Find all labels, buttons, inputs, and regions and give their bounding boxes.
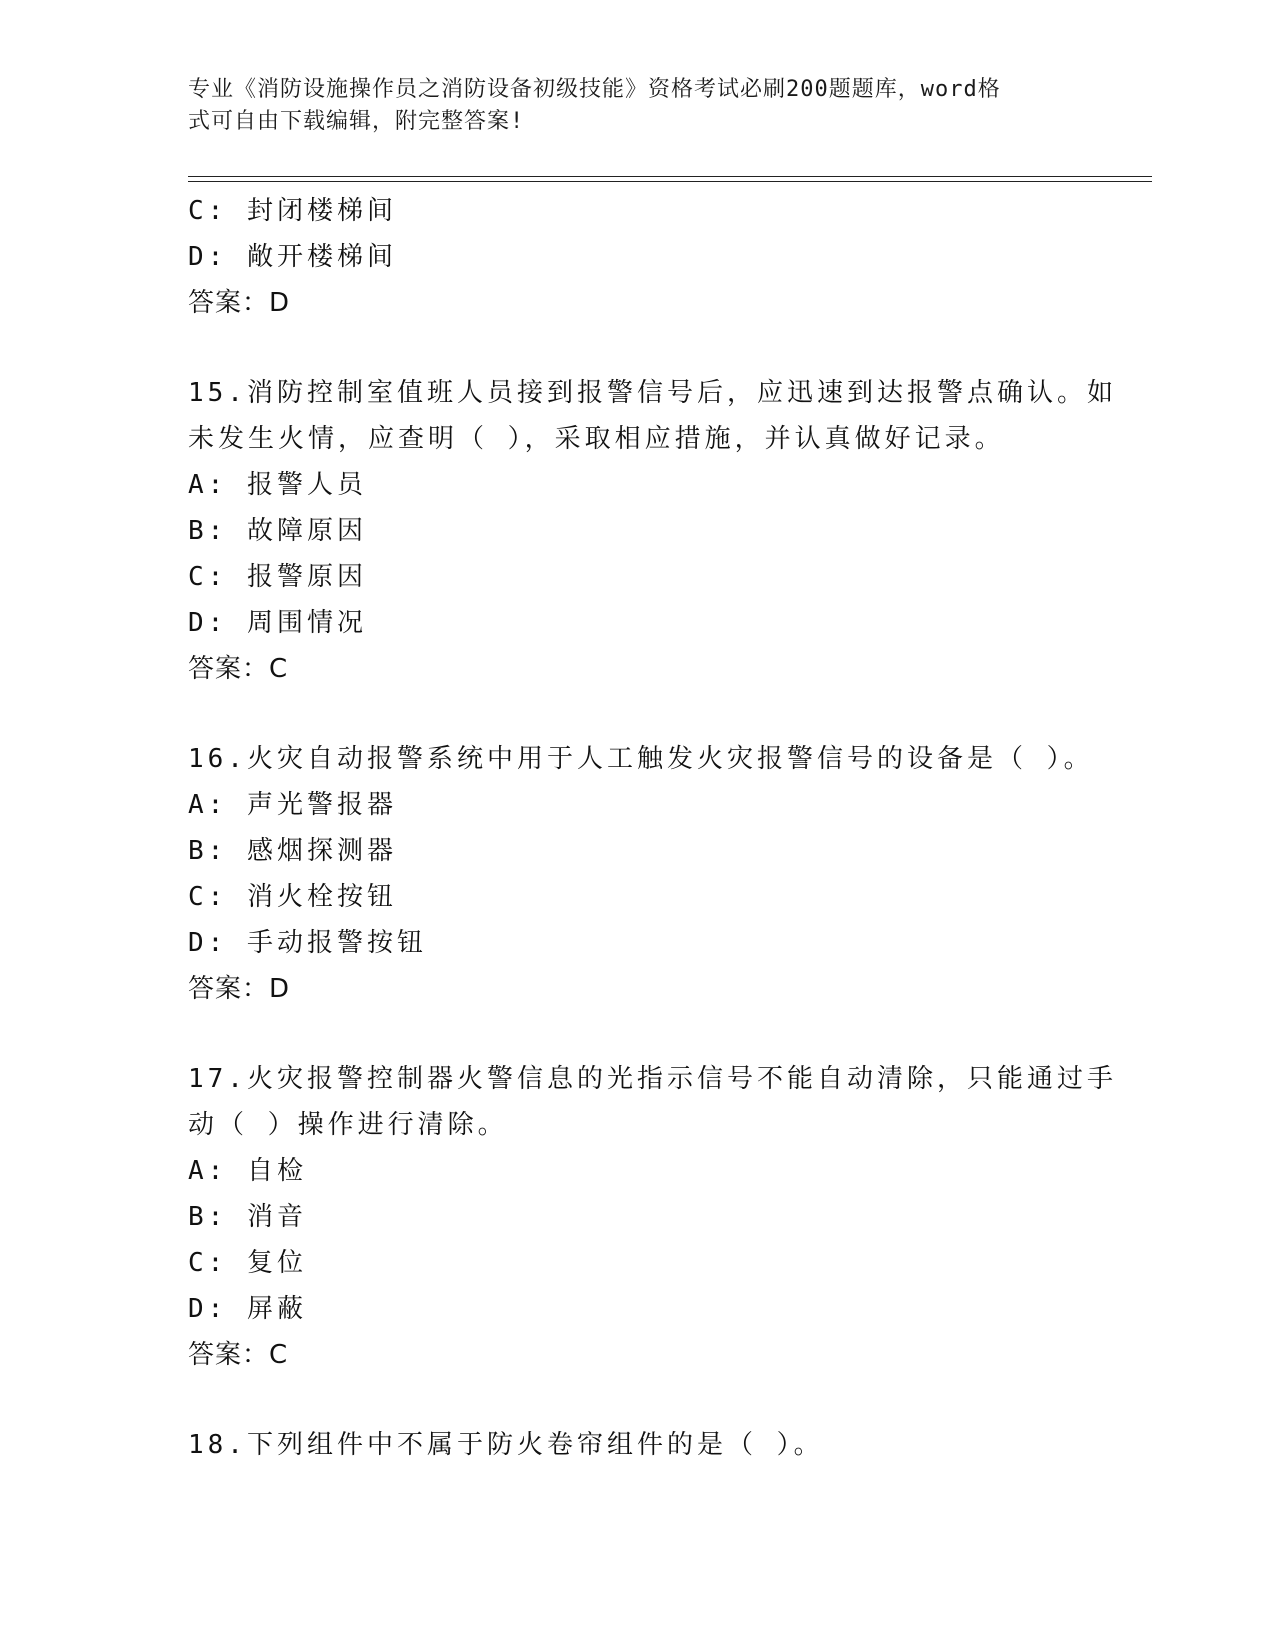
answer-line: 答案：D [188,288,291,318]
question-stem-line: 动（ ）操作进行清除。 [188,1110,508,1140]
option-c: C: 封闭楼梯间 [188,196,397,226]
option-d: D: 敞开楼梯间 [188,242,397,272]
option-d: D: 手动报警按钮 [188,928,427,958]
header-line-2: 式可自由下载编辑，附完整答案! [188,109,525,134]
header-divider-top [188,176,1152,177]
option-b: B: 故障原因 [188,516,367,546]
header-line-1: 专业《消防设施操作员之消防设备初级技能》资格考试必刷200题题库，word格 [188,77,1001,102]
question-stem-line: 未发生火情，应查明（ ），采取相应措施，并认真做好记录。 [188,424,1005,454]
option-a: A: 报警人员 [188,470,367,500]
question-stem-line: 16.火灾自动报警系统中用于人工触发火灾报警信号的设备是（ ）。 [188,744,1094,774]
question-stem-line: 15.消防控制室值班人员接到报警信号后，应迅速到达报警点确认。如 [188,378,1117,408]
option-b: B: 感烟探测器 [188,836,397,866]
question-stem-line: 18.下列组件中不属于防火卷帘组件的是（ ）。 [188,1430,824,1460]
option-c: C: 消火栓按钮 [188,882,397,912]
option-a: A: 声光警报器 [188,790,397,820]
answer-line: 答案：C [188,1340,289,1370]
header-divider-bottom [188,181,1152,182]
option-a: A: 自检 [188,1156,307,1186]
question-stem-line: 17.火灾报警控制器火警信息的光指示信号不能自动清除，只能通过手 [188,1064,1117,1094]
option-c: C: 复位 [188,1248,307,1278]
question-18 [188,1422,1088,1468]
option-d: D: 屏蔽 [188,1294,307,1324]
answer-line: 答案：C [188,654,289,684]
option-c: C: 报警原因 [188,562,367,592]
question-16 [188,736,1094,1012]
question-17 [188,1056,1117,1378]
option-b: B: 消音 [188,1202,307,1232]
question-15 [188,370,1117,692]
question-list [188,188,1117,1468]
answer-line: 答案：D [188,974,291,1004]
option-d: D: 周围情况 [188,608,367,638]
question-14-continued [188,188,1088,326]
page-header [188,74,1068,138]
